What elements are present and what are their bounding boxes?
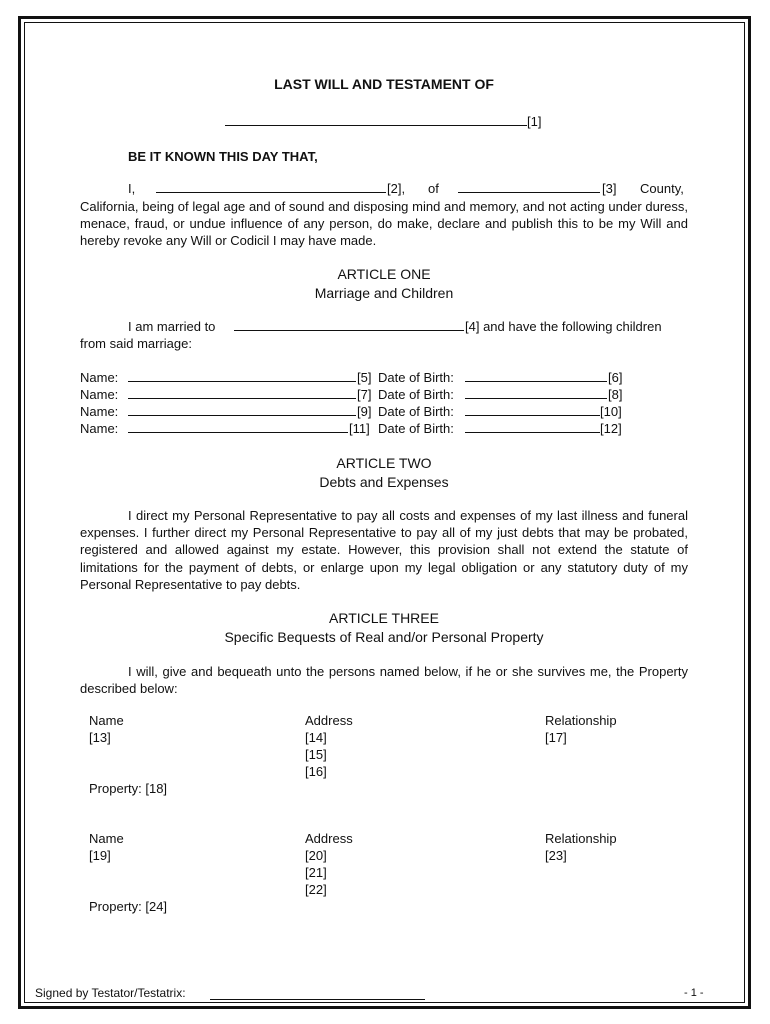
field-ref-1: [1] <box>527 114 542 129</box>
article-three-subheading: Specific Bequests of Real and/or Personal Property <box>224 629 544 645</box>
child-dob-label: Date of Birth: <box>378 387 454 402</box>
intro-of: of <box>428 181 439 196</box>
child-dob-field[interactable] <box>465 387 607 402</box>
bequest-intro-paragraph: I will, give and bequeath unto the persons named below, if he or she survives me, the Property described below: <box>80 664 688 697</box>
intro-first-line <box>80 181 688 198</box>
bequest-relationship-label: Relationship <box>545 713 617 728</box>
child-name-label: Name: <box>80 421 119 436</box>
article-three-heading: ARTICLE THREE <box>329 610 439 626</box>
blank-line <box>225 114 527 126</box>
be-it-known-heading: BE IT KNOWN THIS DAY THAT, <box>128 149 318 164</box>
article-one-subheading: Marriage and Children <box>314 285 454 301</box>
intro-i: I, <box>128 181 136 196</box>
child-dob-ref: [10] <box>600 404 622 419</box>
child-dob-label: Date of Birth: <box>378 421 454 436</box>
field-ref-2: [2], <box>387 181 406 196</box>
child-name-label: Name: <box>80 387 119 402</box>
bequest-address-ref: [16] <box>305 764 327 779</box>
bequest-name-ref: [19] <box>89 848 111 863</box>
spouse-name-field[interactable] <box>234 319 464 334</box>
article-two-heading: ARTICLE TWO <box>336 455 432 471</box>
child-name-field[interactable] <box>128 421 348 436</box>
intro-paragraph: California, being of legal age and of sound and disposing mind and memory, and not acting under duress, menace, fraud, or undue influence of any person, do make, declare and publish this to be my Will and hereby revoke any Will or Codicil I may have made. <box>80 199 688 249</box>
document-title: LAST WILL AND TESTAMENT OF <box>274 76 494 92</box>
bequest-address-label: Address <box>305 713 353 728</box>
bequest-address-label: Address <box>305 831 353 846</box>
bequest-relationship-ref: [23] <box>545 848 567 863</box>
child-row <box>80 421 688 438</box>
bequest-property: Property: [24] <box>89 899 168 914</box>
bequest-relationship-label: Relationship <box>545 831 617 846</box>
debts-paragraph: I direct my Personal Representative to pay all costs and expenses of my last illness and funeral expenses. I further direct my Personal Representative to pay all of my just debts that may be probated, registered and allowed against my estate. However, this provision shall not extend the statute of limitations for the payment of debts, or enlarge upon my legal obligation or any statutory duty of my Personal Representative to pay debts. <box>80 508 688 592</box>
testator-name-line[interactable] <box>225 114 541 129</box>
child-name-ref: [9] <box>357 404 372 419</box>
county-field[interactable] <box>458 181 600 196</box>
page-number: - 1 - <box>684 987 704 999</box>
child-name-ref: [5] <box>357 370 372 385</box>
bequest-address-ref: [15] <box>305 747 327 762</box>
child-dob-field[interactable] <box>465 370 607 385</box>
bequest-address-ref: [14] <box>305 730 327 745</box>
child-name-field[interactable] <box>128 387 356 402</box>
article-one-heading: ARTICLE ONE <box>337 266 431 282</box>
child-name-label: Name: <box>80 370 119 385</box>
child-dob-ref: [12] <box>600 421 622 436</box>
bequest-relationship-ref: [17] <box>545 730 567 745</box>
bequest-name-ref: [13] <box>89 730 111 745</box>
signature-line[interactable] <box>210 999 425 1000</box>
child-row <box>80 387 688 404</box>
child-dob-ref: [8] <box>608 387 623 402</box>
bequest-address-ref: [21] <box>305 865 327 880</box>
child-dob-ref: [6] <box>608 370 623 385</box>
bequest-name-label: Name <box>89 831 124 846</box>
child-dob-label: Date of Birth: <box>378 404 454 419</box>
intro-county: County, <box>640 181 684 196</box>
married-prefix: I am married to <box>128 319 216 334</box>
signature-label: Signed by Testator/Testatrix: <box>35 986 186 1000</box>
bequest-address-ref: [20] <box>305 848 327 863</box>
child-row <box>80 370 688 387</box>
child-row <box>80 404 688 421</box>
bequest-property: Property: [18] <box>89 781 168 796</box>
testator-name-field[interactable] <box>156 181 386 196</box>
married-line <box>80 319 688 336</box>
child-name-field[interactable] <box>128 370 356 385</box>
bequest-name-label: Name <box>89 713 124 728</box>
married-suffix: [4] and have the following children <box>465 319 662 334</box>
child-dob-field[interactable] <box>465 404 600 419</box>
married-continuation-line <box>80 336 688 353</box>
married-continuation: from said marriage: <box>80 336 192 351</box>
child-dob-field[interactable] <box>465 421 600 436</box>
field-ref-3: [3] <box>602 181 617 196</box>
article-two-subheading: Debts and Expenses <box>319 474 449 490</box>
child-dob-label: Date of Birth: <box>378 370 454 385</box>
child-name-ref: [11] <box>349 421 370 436</box>
child-name-field[interactable] <box>128 404 356 419</box>
child-name-ref: [7] <box>357 387 372 402</box>
bequest-address-ref: [22] <box>305 882 327 897</box>
child-name-label: Name: <box>80 404 119 419</box>
